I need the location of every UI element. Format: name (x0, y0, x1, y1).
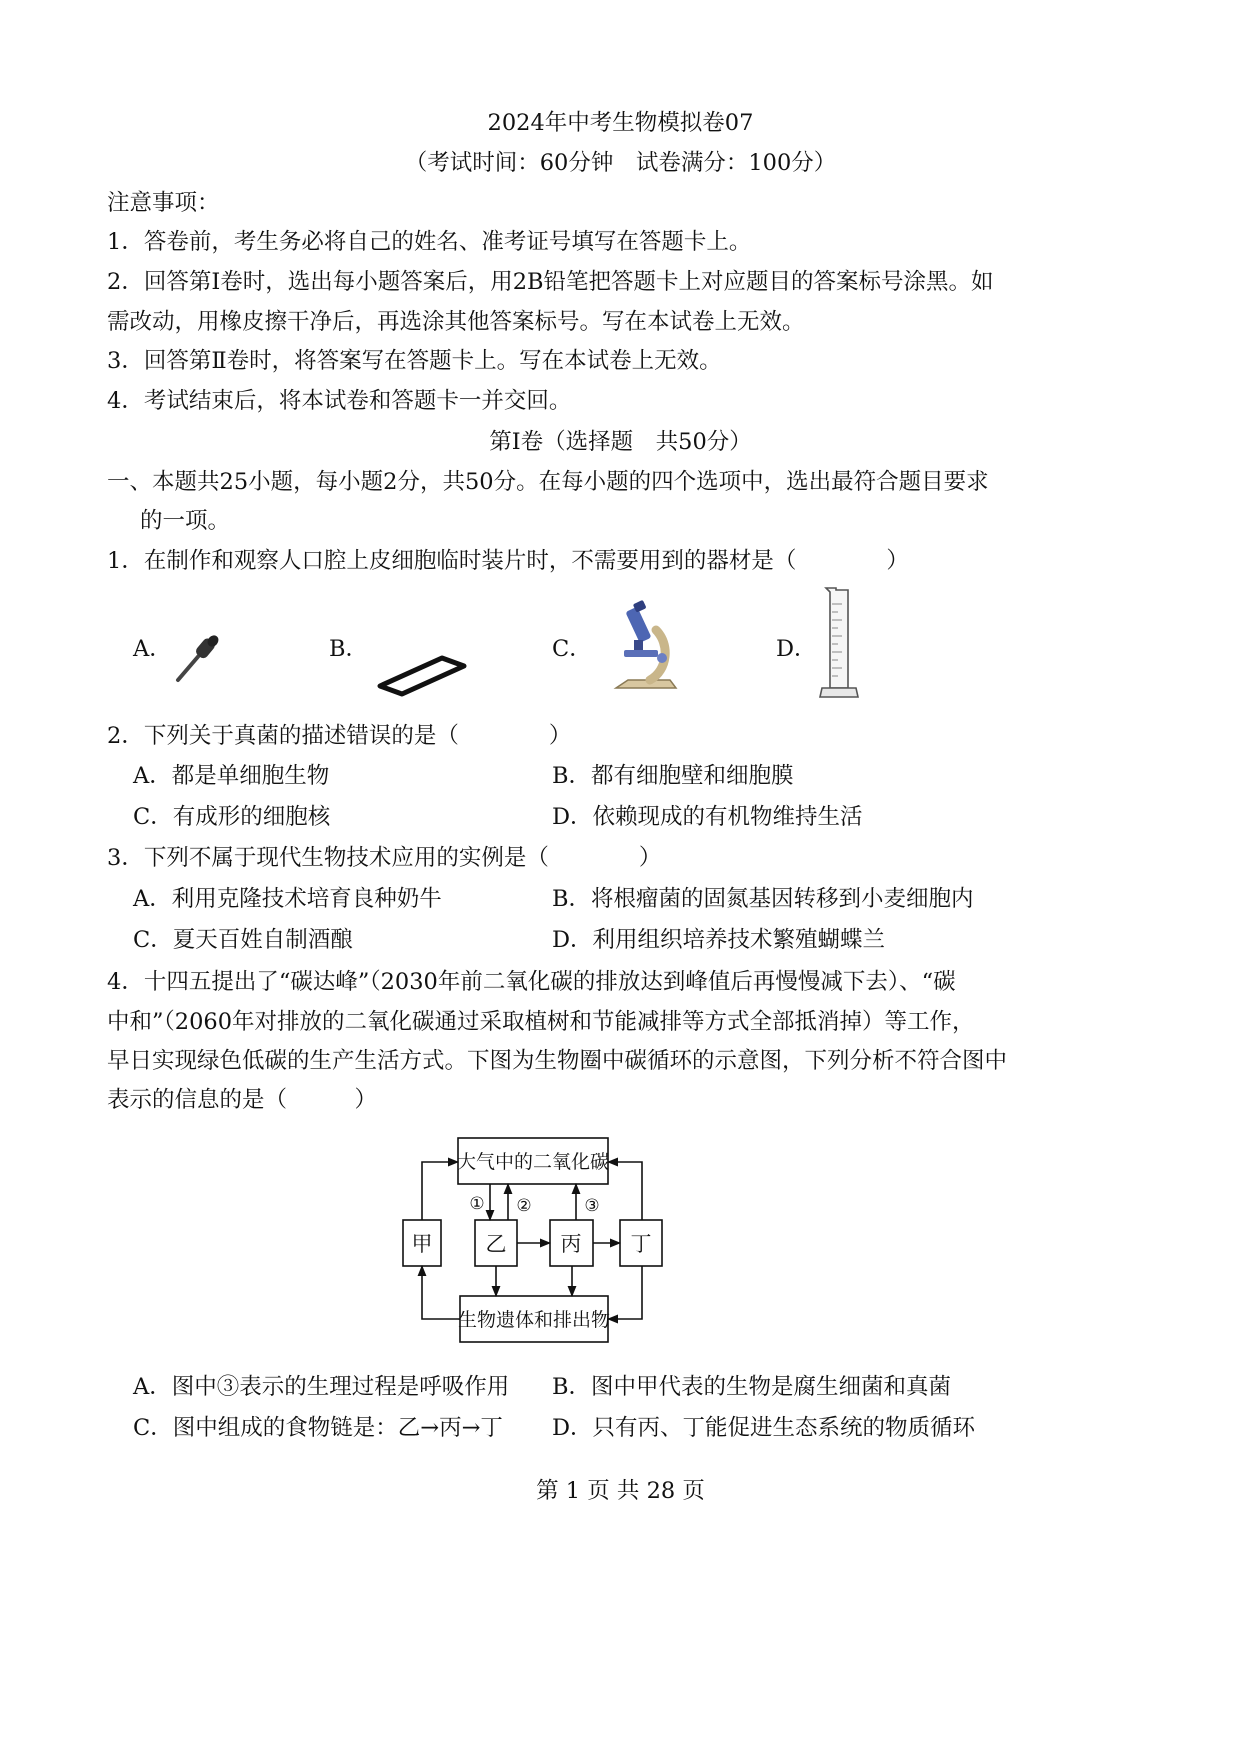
note-item-2-line1: 2．回答第Ⅰ卷时，选出每小题答案后，用2B铅笔把答题卡上对应题目的答案标号涂黑。如 (107, 269, 994, 295)
section-title: 第Ⅰ卷（选择题 共50分） (489, 429, 752, 455)
notes-heading: 注意事项： (107, 190, 220, 216)
dropper-icon (172, 632, 222, 684)
question-4-stem-line2: 中和”（2060年对排放的二氧化碳通过采取植树和节能减排等方式全部抵消掉）等工作， (107, 1009, 975, 1035)
q4-option-d: D．只有丙、丁能促进生态系统的物质循环 (552, 1415, 976, 1441)
q2-option-c: C．有成形的细胞核 (133, 804, 331, 830)
atmosphere-co2-label: 大气中的二氧化碳 (456, 1151, 610, 1173)
question-3-stem: 3．下列不属于现代生物技术应用的实例是（ ） (107, 845, 662, 871)
note-item-3: 3．回答第Ⅱ卷时，将答案写在答题卡上。写在本试卷上无效。 (107, 348, 722, 374)
question-4-stem-line4: 表示的信息的是（ ） (107, 1087, 378, 1113)
process-1-label: ① (469, 1194, 485, 1214)
q2-option-a: A．都是单细胞生物 (133, 763, 330, 789)
process-2-label: ② (516, 1196, 532, 1216)
q3-option-a: A．利用克隆技术培育良种奶牛 (133, 886, 442, 912)
question-2-stem: 2．下列关于真菌的描述错误的是（ ） (107, 723, 572, 749)
q4-option-c: C．图中组成的食物链是：乙→丙→丁 (133, 1415, 503, 1441)
question-4-stem-line1: 4．十四五提出了“碳达峰”（2030年前二氧化碳的排放达到峰值后再慢慢减下去）、“碳 (107, 969, 956, 995)
section-instructions-line1: 一、本题共25小题，每小题2分，共50分。在每小题的四个选项中，选出最符合题目要求 (107, 469, 989, 495)
q4-option-b: B．图中甲代表的生物是腐生细菌和真菌 (552, 1374, 952, 1400)
yi-label: 乙 (485, 1232, 507, 1256)
note-item-1: 1．答卷前，考生务必将自己的姓名、准考证号填写在答题卡上。 (107, 229, 752, 255)
section-instructions-line2: 的一项。 (140, 508, 231, 534)
q1-option-d-label: D． (776, 636, 817, 662)
note-item-4: 4．考试结束后，将本试卷和答题卡一并交回。 (107, 388, 572, 414)
carbon-cycle-diagram (380, 1120, 680, 1360)
q3-option-b: B．将根瘤菌的固氮基因转移到小麦细胞内 (552, 886, 974, 912)
q3-option-d: D．利用组织培养技术繁殖蝴蝶兰 (552, 927, 886, 953)
note-item-2-line2: 需改动，用橡皮擦干净后，再选涂其他答案标号。写在本试卷上无效。 (107, 309, 805, 335)
graduated-cylinder-icon (818, 584, 862, 702)
q2-option-d: D．依赖现成的有机物维持生活 (552, 804, 863, 830)
ding-label: 丁 (630, 1232, 652, 1256)
question-4-stem-line3: 早日实现绿色低碳的生产生活方式。下图为生物圈中碳循环的示意图，下列分析不符合图中 (107, 1048, 1008, 1074)
q1-option-b-label: B． (329, 636, 369, 662)
microscope-icon (610, 600, 686, 695)
q3-option-c: C．夏天百姓自制酒酿 (133, 927, 353, 953)
q1-option-c-label: C． (552, 636, 592, 662)
bing-label: 丙 (560, 1232, 582, 1256)
page-title: 2024年中考生物模拟卷07 (487, 110, 754, 136)
process-3-label: ③ (584, 1196, 600, 1216)
remains-label: 生物遗体和排出物 (457, 1309, 611, 1331)
exam-info: （考试时间：60分钟 试卷满分：100分） (404, 150, 837, 176)
q4-option-a: A．图中③表示的生理过程是呼吸作用 (133, 1374, 510, 1400)
slide-icon (376, 652, 468, 698)
page-number: 第 1 页 共 28 页 (536, 1478, 705, 1504)
q2-option-b: B．都有细胞壁和细胞膜 (552, 763, 794, 789)
q1-option-a-label: A． (133, 636, 172, 662)
jia-label: 甲 (411, 1232, 433, 1256)
question-1-stem: 1．在制作和观察人口腔上皮细胞临时装片时，不需要用到的器材是（ ） (107, 548, 909, 574)
